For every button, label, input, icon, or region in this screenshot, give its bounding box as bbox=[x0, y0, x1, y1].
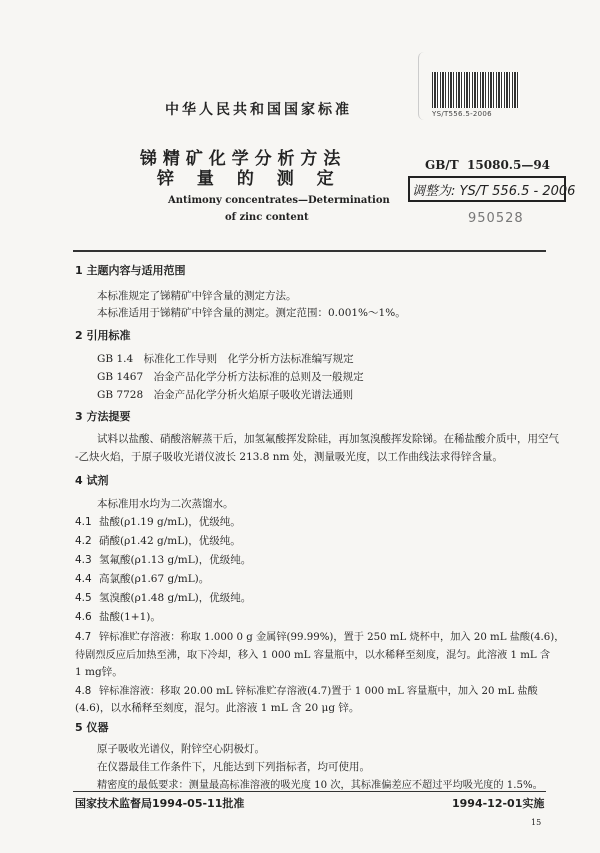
item-number: 4.7 bbox=[75, 632, 92, 643]
reference-item: GB 1.4 标准化工作导则 化学分析方法标准编写规定 bbox=[97, 353, 354, 365]
page-number: 15 bbox=[531, 818, 542, 827]
paragraph: -乙炔火焰，于原子吸收光谱仪波长 213.8 nm 处，测量吸光度，以工作曲线法求得锌含量。 bbox=[75, 451, 503, 463]
reagent-item bbox=[75, 590, 251, 605]
effective-date: 1994-12-01实施 bbox=[452, 797, 545, 810]
reagent-item bbox=[75, 609, 161, 624]
paragraph: 待剧烈反应后加热至沸，取下冷却，移入 1 000 mL 容量瓶中，以水稀释至刻度，混匀。此溶液 1 mL 含 bbox=[75, 650, 551, 661]
approval-info: 国家技术监督局1994-05-11批准 bbox=[75, 797, 245, 810]
reagent-item bbox=[75, 552, 251, 567]
adjusted-to-handwriting: 调整为: YS/T 556.5 - 2006 bbox=[412, 184, 576, 199]
standard-number: GB/T 15080.5—94 bbox=[425, 158, 551, 172]
title-en-line2: of zinc content bbox=[225, 212, 309, 223]
item-text: 盐酸(1+1)。 bbox=[99, 611, 161, 623]
item-number: 4.6 bbox=[75, 611, 92, 623]
reference-item: GB 7728 冶金产品化学分析火焰原子吸收光谱法通则 bbox=[97, 389, 354, 401]
reagent-item bbox=[75, 571, 209, 586]
paragraph: 本标准规定了锑精矿中锌含量的测定方法。 bbox=[97, 290, 297, 302]
paragraph: 在仪器最佳工作条件下，凡能达到下列指标者，均可使用。 bbox=[97, 761, 370, 773]
reference-item: GB 1467 冶金产品化学分析方法标准的总则及一般规定 bbox=[97, 371, 364, 383]
item-number: 4.3 bbox=[75, 554, 92, 566]
title-cn-line2: 锌 量 的 测 定 bbox=[157, 169, 334, 189]
country-standard: 中华人民共和国国家标准 bbox=[165, 102, 352, 118]
item-number: 4.8 bbox=[75, 686, 92, 697]
item-number: 4.1 bbox=[75, 516, 92, 528]
reagent-item bbox=[75, 533, 241, 548]
section-heading-2: 2 引用标准 bbox=[75, 329, 131, 342]
barcode bbox=[432, 72, 520, 108]
paragraph: 原子吸收光谱仪，附锌空心阴极灯。 bbox=[97, 743, 265, 755]
section-heading-5: 5 仪器 bbox=[75, 721, 109, 734]
footer-rule bbox=[73, 791, 546, 792]
section-heading-3: 3 方法提要 bbox=[75, 410, 131, 423]
paragraph: 试料以盐酸、硝酸溶解蒸干后，加氢氟酸挥发除硅，再加氢溴酸挥发除锑。在稀盐酸介质中，用空气 bbox=[97, 433, 559, 445]
item-text: 氢氟酸(ρ1.13 g/mL)，优级纯。 bbox=[99, 554, 252, 566]
section-heading-4: 4 试剂 bbox=[75, 474, 109, 487]
section-heading-1: 1 主题内容与适用范围 bbox=[75, 264, 186, 277]
item-text: 盐酸(ρ1.19 g/mL)，优级纯。 bbox=[99, 516, 241, 528]
title-cn-line1: 锑 精 矿 化 学 分 析 方 法 bbox=[140, 149, 341, 169]
reagent-item bbox=[75, 514, 241, 529]
item-text: 锌标准贮存溶液：称取 1.000 0 g 金属锌(99.99%)，置于 250 mL 烧杯中，加入 20 mL 盐酸(4.6)， bbox=[99, 632, 565, 643]
title-en-line1: Antimony concentrates—Determination bbox=[168, 195, 390, 206]
paragraph: 本标准适用于锑精矿中锌含量的测定。测定范围：0.001%～1%。 bbox=[97, 307, 406, 319]
item-number: 4.4 bbox=[75, 573, 92, 585]
paragraph: 本标准用水均为二次蒸馏水。 bbox=[97, 498, 234, 510]
item-text: 硝酸(ρ1.42 g/mL)，优级纯。 bbox=[99, 535, 241, 547]
reagent-item bbox=[75, 628, 564, 643]
header-rule bbox=[73, 250, 546, 252]
paragraph: 1 mg锌。 bbox=[75, 666, 123, 678]
item-text: 锌标准溶液：移取 20.00 mL 锌标准贮存溶液(4.7)置于 1 000 mL 容量瓶中，加入 20 mL 盐酸 bbox=[99, 686, 538, 697]
paragraph: (4.6)，以水稀释至刻度，混匀。此溶液 1 mL 含 20 μg 锌。 bbox=[75, 702, 360, 714]
item-text: 氢溴酸(ρ1.48 g/mL)，优级纯。 bbox=[99, 592, 252, 604]
item-number: 4.2 bbox=[75, 535, 92, 547]
serial-number: 950528 bbox=[468, 211, 524, 226]
item-number: 4.5 bbox=[75, 592, 92, 604]
reagent-item bbox=[75, 682, 538, 697]
item-text: 高氯酸(ρ1.67 g/mL)。 bbox=[99, 573, 210, 585]
paragraph: 精密度的最低要求：测量最高标准溶液的吸光度 10 次，其标准偏差应不超过平均吸光度的 1.5%。 bbox=[97, 780, 543, 791]
barcode-text: YS/T556.5-2006 bbox=[432, 110, 492, 118]
